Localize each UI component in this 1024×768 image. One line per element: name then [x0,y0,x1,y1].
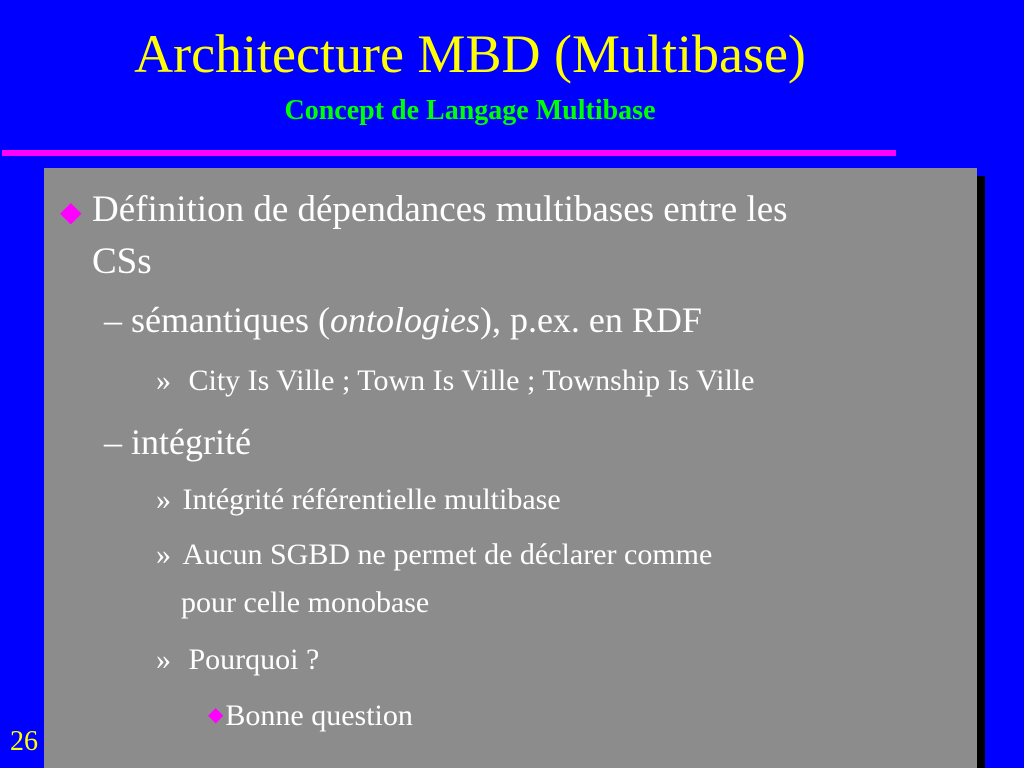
example-text: City Is Ville ; Town Is Ville ; Township Is Ville [188,364,755,397]
referential-integrity-text: Intégrité référentielle multibase [182,483,561,516]
example-item [156,361,755,401]
integrity-item [104,418,251,466]
slide-number: 26 [10,726,38,757]
sgbd-text-line1: Aucun SGBD ne permet de déclarer comme [182,538,713,571]
why-text: Pourquoi ? [188,643,320,676]
slide-subtitle: Concept de Langage Multibase [284,95,656,126]
semantics-item [104,296,702,344]
main-bullet-text: Définition de dépendances multibases entre les [92,189,788,230]
referential-integrity-item [156,480,561,520]
dash-marker: – [104,300,122,340]
sub-marker: » [156,483,171,516]
ontologies-text: ontologies [329,300,480,340]
magenta-diamond-icon: ◆ [208,704,224,727]
sub-marker: » [156,643,171,676]
slide-title: Architecture MBD (Multibase) [134,24,806,84]
sub-marker: » [156,538,171,571]
example-marker: » [156,364,171,397]
good-question-item [208,696,413,738]
semantics-text-start: sémantiques ( [131,300,330,340]
good-question-text: Bonne question [225,699,413,732]
main-bullet-continuation: CSs [92,241,152,282]
sgbd-item [156,535,712,575]
sgbd-text-line2: pour celle monobase [181,586,430,619]
content-panel [44,168,977,768]
dash-marker: – [104,422,122,462]
title-divider [2,150,896,156]
semantics-text-end: ), p.ex. en RDF [479,300,702,340]
magenta-diamond-icon: ◆ [60,197,82,228]
why-item [156,640,319,680]
integrity-text: intégrité [131,422,251,462]
